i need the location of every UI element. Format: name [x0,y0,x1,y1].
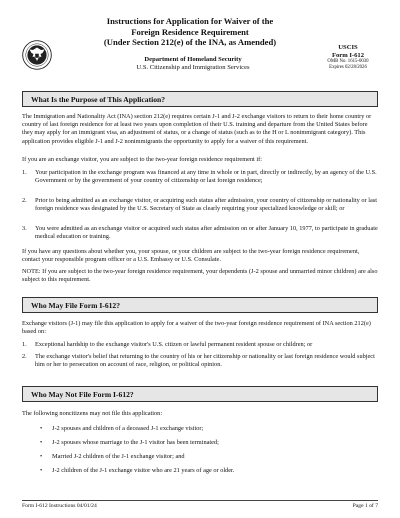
form-identifier [318,44,378,71]
item-number: 1. [22,169,27,176]
item-text: Your participation in the exchange program was financed at any time in whole or in part, directly or indirectly, by an agency of the U.S. Government or by the government of your country of citizenship or last foreign residence; [35,169,377,185]
bullet-text: J-2 spouses and children of a deceased J-1 exchange visitor; [52,425,204,432]
omb-number: OMB No. 1615-0030 [327,59,369,65]
form-number: Form I-612 [331,51,365,59]
title-line-2: Foreign Residence Requirement [131,26,249,37]
item-number: 2. [22,197,27,204]
bullet-text: Married J-2 children of the J-1 exchange visitor; and [52,453,185,460]
item-text: Prior to being admitted as an exchange visitor, or acquiring such status after admission, your country of citizenship or nationality or last foreign residence was designated by the U.S. Secretary of State as clearly requiring your specialized knowledge or skill; or [35,197,377,213]
item-number: 3. [22,225,27,232]
list-item [40,453,372,461]
list-item [40,439,372,447]
document-title [80,16,300,48]
bullet-icon: • [40,467,43,474]
expiration-date: Expires 02/28/2026 [329,65,367,71]
section-header-purpose: What Is the Purpose of This Application? [22,91,378,107]
list-item [40,467,372,475]
who-may-paragraph: Exchange visitors (J-1) may file this application to apply for a waiver of the two-year foreign residence requirement of INA section 212(e) based on: [22,320,371,336]
bullet-icon: • [40,425,43,432]
agency-name: U.S. Citizenship and Immigration Services [136,64,250,72]
item-number: 1. [22,341,27,348]
purpose-paragraph-1: The Immigration and Nationality Act (INA) section 212(e) requires certain J-1 and J-2 exchange visitors to return to their home country or country of last foreign residence for at least two years upon completion of their U.S. training and departure from the United States before they may apply for an immigrant visa, an adjustment of status, or a change of status (such as to the H or L nonimmigrant category). This application provides eligible J-1 and J-2 nonimmigrants the opportunity to apply for a waiver of this requirement. [22,113,372,145]
purpose-paragraph-3: If you have any questions about whether you, your spouse, or your children are subject to the two-year foreign residence requirement, contact your responsible program officer or a U.S. Embassy or U.S. Consulate. [22,248,360,264]
bullet-text: J-2 spouses whose marriage to the J-1 visitor has been terminated; [52,439,219,446]
footer-divider [22,500,378,501]
item-text: Exceptional hardship to the exchange visitor's U.S. citizen or lawful permanent resident spouse or children; or [35,341,313,348]
title-line-1: Instructions for Application for Waiver of the [106,16,274,26]
department-name: Department of Homeland Security [144,56,242,63]
title-line-3: (Under Section 212(e) of the INA, as Amended) [103,37,277,48]
bullet-icon: • [40,453,43,460]
agency-acronym: USCIS [338,44,358,51]
footer-page-number: Page 1 of 7 [352,503,378,509]
bullet-icon: • [40,439,43,446]
list-item [40,425,372,433]
bullet-text: J-2 children of the J-1 exchange visitor who are 21 years of age or older. [52,467,235,474]
dhs-seal-icon [22,40,52,70]
purpose-paragraph-2: If you are an exchange visitor, you are subject to the two-year foreign residence requirement if: [22,156,262,163]
item-text: The exchange visitor's belief that returning to the country of his or her citizenship or nationality or last foreign residence would subject him or her to persecution on account of race, religion, or political opinion. [35,353,375,369]
who-may-not-paragraph: The following noncitizens may not file this application: [22,410,163,417]
section-header-who-may-not-file: Who May Not File Form I-612? [22,386,378,402]
item-text: You were admitted as an exchange visitor or acquired such status after admission on or after January 10, 1977, to participate in graduate medical education or training. [35,225,378,241]
agency-block [108,56,278,73]
footer-form-edition: Form I-612 Instructions 04/01/24 [22,503,97,509]
section-header-who-may-file: Who May File Form I-612? [22,297,378,313]
purpose-note: NOTE: If you are subject to the two-year foreign residence requirement, your dependents (J-2 spouse and unmarried minor children) are also subject to this requirement. [22,268,378,284]
item-number: 2. [22,353,27,360]
